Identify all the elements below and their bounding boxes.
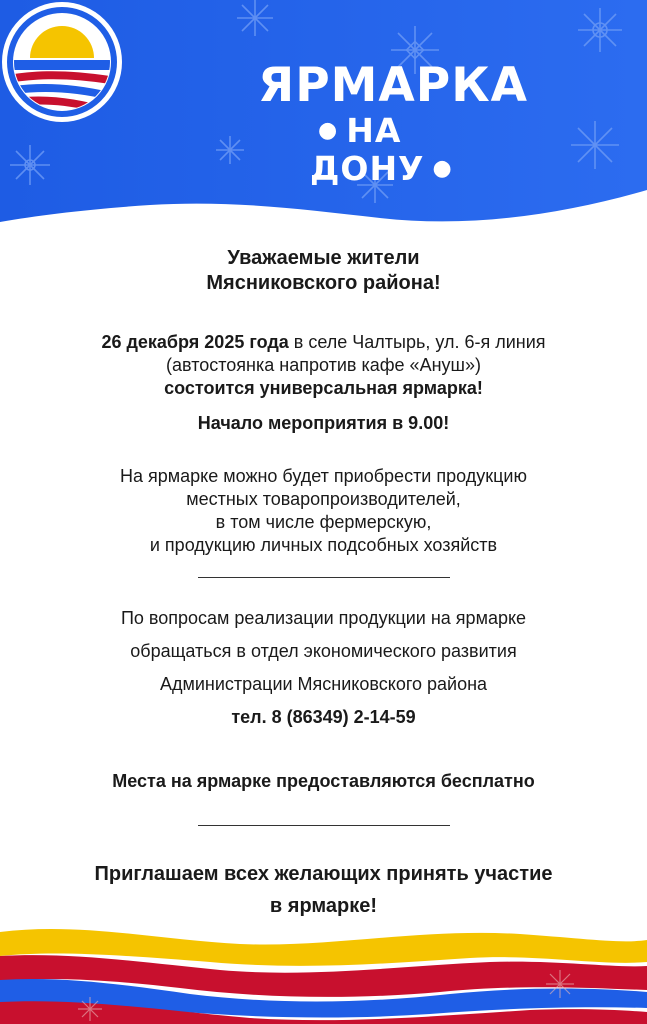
free-places-note: Места на ярмарке предоставляются бесплатно [112, 771, 535, 791]
snowflake-icon [571, 121, 619, 169]
logo-subtitle-row: ● НА ДОНУ ● [310, 111, 453, 188]
fair-logo-emblem-icon [0, 0, 124, 124]
logo-subtitle: НА ДОНУ [310, 111, 425, 188]
products-line-3: в том числе фермерскую, [215, 512, 432, 532]
invitation-line-1: Приглашаем всех желающих принять участие [94, 863, 553, 885]
footer-waves-decoration [0, 914, 647, 1024]
greeting-line-2: Мясниковского района! [206, 272, 441, 294]
event-place: в селе Чалтырь, ул. 6-я линия [288, 332, 546, 352]
snowflake-icon [237, 0, 273, 36]
divider [198, 577, 450, 578]
divider [198, 825, 450, 826]
greeting-line-1: Уважаемые жители [227, 247, 420, 269]
event-announcement: состоится универсальная ярмарка! [164, 378, 483, 398]
logo-title: ЯРМАРКА [258, 58, 529, 113]
snowflake-icon [10, 145, 50, 185]
contact-line-1: По вопросам реализации продукции на ярмарке [120, 608, 527, 628]
products-line-2: местных товаропроизводителей, [186, 489, 461, 509]
event-date: 26 декабря 2025 года [101, 332, 289, 352]
header-banner [0, 0, 647, 240]
snowflake-icon [216, 136, 244, 164]
contact-line-2: обращаться в отдел экономического развития [130, 641, 517, 661]
snowflake-icon [578, 8, 622, 52]
snowflake-icon [546, 970, 574, 998]
announcement-body [0, 242, 647, 922]
invitation-line-2: в ярмарке! [269, 895, 378, 917]
products-line-4: и продукцию личных подсобных хозяйств [149, 535, 498, 555]
contact-line-3: Администрации Мясниковского района [159, 674, 488, 694]
event-date-place [0, 331, 647, 354]
contact-phone: тел. 8 (86349) 2-14-59 [231, 707, 416, 727]
event-start-time: Начало мероприятия в 9.00! [197, 413, 450, 433]
fair-logo-text [258, 60, 558, 188]
products-line-1: На ярмарке можно будет приобрести продукцию [120, 466, 527, 486]
event-place-detail: (автостоянка напротив кафе «Ануш») [166, 355, 481, 375]
